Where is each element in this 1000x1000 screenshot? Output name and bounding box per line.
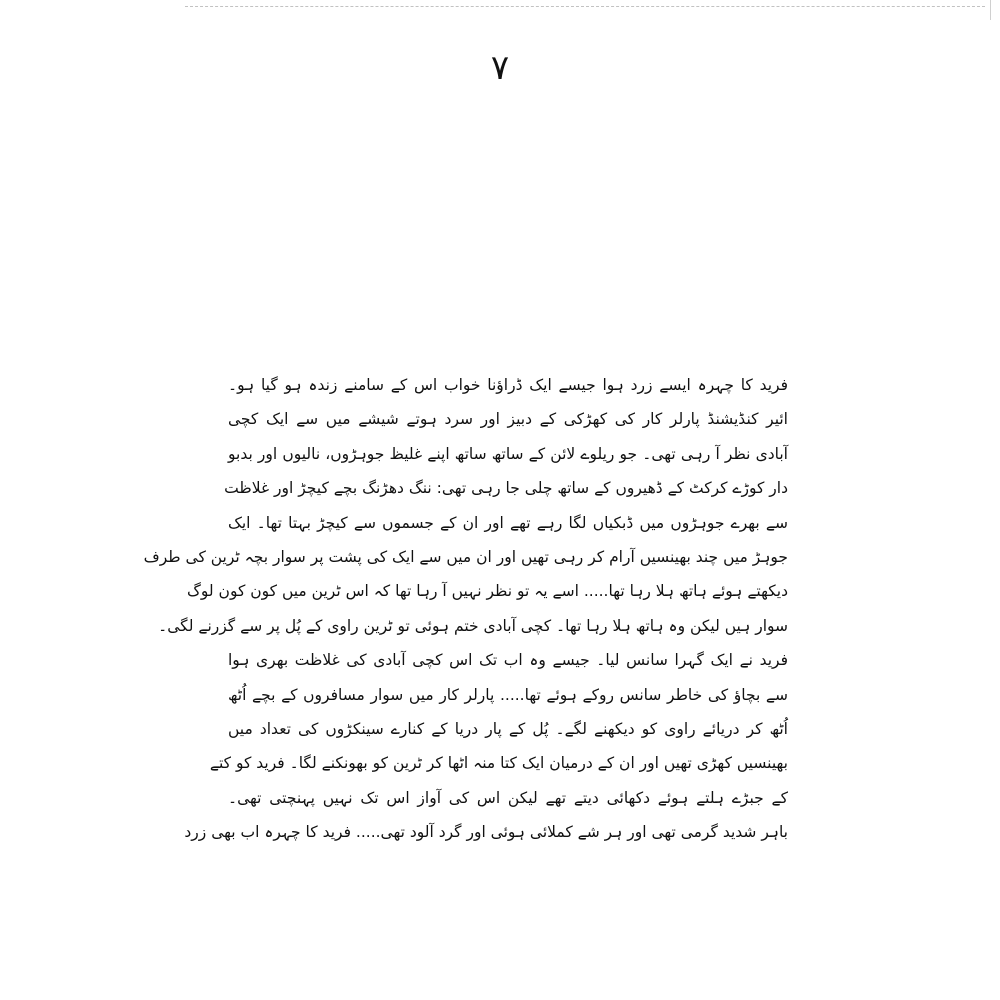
text-line: آبادی نظر آ رہی تھی۔ جو ریلوے لائن کے ساتھ ساتھ اپنے غلیظ جوہڑوں، نالیوں اور بدبو: [228, 444, 788, 463]
text-line: کے جبڑے ہلتے ہوئے دکھائی دیتے تھے لیکن اس کی آواز اس تک نہیں پہنچتی تھی۔: [228, 788, 788, 807]
text-line: باہر شدید گرمی تھی اور ہر شے کملائی ہوئی اور گرد آلود تھی..... فرید کا چہرہ اب بھی زرد: [184, 823, 788, 842]
scan-edge-mark: [990, 0, 991, 20]
text-line: سے بچاؤ کی خاطر سانس روکے ہوئے تھا..... پارلر کار میں سوار مسافروں کے بچے اُٹھ: [228, 685, 788, 704]
text-line: سوار ہیں لیکن وہ ہاتھ ہلا رہا تھا۔ کچی آبادی ختم ہوئی تو ٹرین راوی کے پُل پر سے گزرنے لگی۔: [158, 616, 788, 635]
text-line: دار کوڑے کرکٹ کے ڈھیروں کے ساتھ چلی جا رہی تھی: ننگ دھڑنگ بچے کیچڑ اور غلاظت: [224, 479, 788, 498]
text-line: فرید کا چہرہ ایسے زرد ہوا جیسے ایک ڈراؤنا خواب اس کے سامنے زندہ ہو گیا ہو۔: [228, 376, 788, 394]
body-text: [143, 368, 788, 849]
text-line: دیکھتے ہوئے ہاتھ ہلا رہا تھا..... اسے یہ تو نظر نہیں آ رہا تھا کہ اس ٹرین میں کون کون لوگ: [187, 582, 788, 601]
text-line: اُٹھ کر دریائے راوی کو دیکھنے لگے۔ پُل کے پار دریا کے کنارے سینکڑوں کی تعداد میں: [228, 719, 788, 738]
scan-edge-line: [185, 6, 985, 7]
text-line: سے بھرے جوہڑوں میں ڈبکیاں لگا رہے تھے اور ان کے جسموں سے کیچڑ بہتا تھا۔ ایک: [228, 513, 788, 532]
text-line: بھینسیں کھڑی تھیں اور ان کے درمیان ایک کتا منہ اٹھا کر ٹرین کو بھونکنے لگا۔ فرید کو کتے: [209, 754, 788, 773]
text-line: جوہڑ میں چند بھینسیں آرام کر رہی تھیں اور ان میں سے ایک کی پشت پر سوار بچہ ٹرین کی طرف: [143, 547, 788, 566]
page-number: ۷: [490, 48, 510, 88]
text-line: ائیر کنڈیشنڈ پارلر کار کی کھڑکی کے دبیز اور سرد ہوتے شیشے میں سے ایک کچی: [228, 410, 788, 429]
text-line: فرید نے ایک گہرا سانس لیا۔ جیسے وہ اب تک اس کچی آبادی کی غلاظت بھری ہوا: [228, 651, 788, 670]
